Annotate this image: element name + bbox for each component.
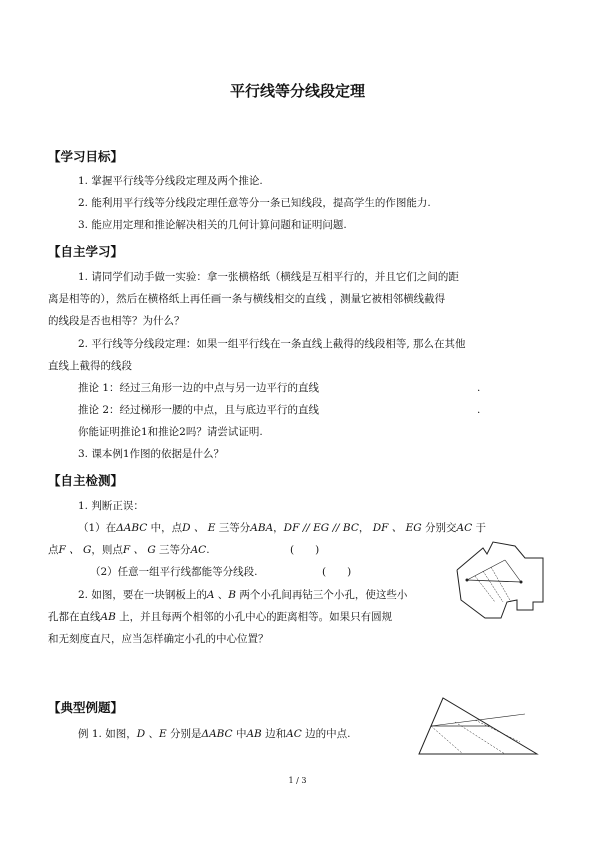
corollary-1: 推论 1：经过三角形一边的中点与另一边平行的直线 [78, 382, 320, 394]
check-1-2: （2）任意一组平行线都能等分线段. [90, 566, 258, 578]
goal-1: 1. 掌握平行线等分线段定理及两个推论. [78, 175, 263, 187]
corollary-2-period: . [477, 404, 481, 416]
section-self-study-heading: 【自主学习】 [48, 244, 124, 259]
corollary-2: 推论 2：经过梯形一腰的中点，且与底边平行的直线 [78, 404, 320, 416]
page-title: 平行线等分线段定理 [229, 82, 365, 100]
study-3: 3. 课本例1作图的依据是什么？ [78, 448, 225, 460]
study-2-line-1: 2. 平行线等分线段定理：如果一组平行线在一条直线上截得的线段相等, 那么在其他 [78, 338, 466, 350]
page-number: 1 / 3 [288, 776, 307, 785]
section-examples-heading: 【典型例题】 [48, 700, 124, 715]
check-2-line-1: 2. 如图，要在一块钢板上的A 、B 两个小孔间再钻三个小孔，使这些小 [78, 589, 408, 601]
study-1-line-3: 的线段是否也相等？为什么？ [48, 315, 185, 327]
triangle-figure [415, 692, 545, 762]
study-2-line-2: 直线上截得的线段 [48, 360, 132, 372]
answer-bracket-1: ( ) [290, 544, 320, 556]
example-1: 例 1. 如图，D 、E 分别是ΔABC 中AB 边和AC 边的中点. [78, 728, 351, 740]
prove-question: 你能证明推论1和推论2吗？请尝试证明. [78, 426, 263, 438]
goal-2: 2. 能利用平行线等分线段定理任意等分一条已知线段，提高学生的作图能力. [78, 197, 431, 209]
check-2-line-2: 孔都在直线AB 上，并且每两个相邻的小孔中心的距离相等。如果只有圆规 [48, 611, 393, 623]
check-1-1-line-1: （1）在ΔABC 中，点D 、 E 三等分ABA，DF // EG // BC， DF 、 EG 分别交AC 于 [78, 522, 486, 534]
study-1-line-1: 1. 请同学们动手做一实验：拿一张横格纸（横线是互相平行的，并且它们之间的距 [78, 271, 459, 283]
check-1: 1. 判断正误： [78, 500, 144, 512]
corollary-1-period: . [477, 382, 481, 394]
study-1-line-2: 离是相等的），然后在横格纸上再任画一条与横线相交的直线 ，测量它被相邻横线截得 [48, 293, 446, 305]
check-1-1-line-2: 点F 、 G，则点F 、 G 三等分AC. [48, 544, 210, 556]
check-2-line-3: 和无刻度直尺，应当怎样确定小孔的中心位置？ [48, 633, 269, 645]
goal-3: 3. 能应用定理和推论解决相关的几何计算问题和证明问题. [78, 219, 347, 231]
answer-bracket-2: ( ) [322, 566, 352, 578]
section-goals-heading: 【学习目标】 [48, 149, 124, 164]
steel-plate-figure [455, 540, 550, 622]
section-self-check-heading: 【自主检测】 [48, 473, 124, 488]
